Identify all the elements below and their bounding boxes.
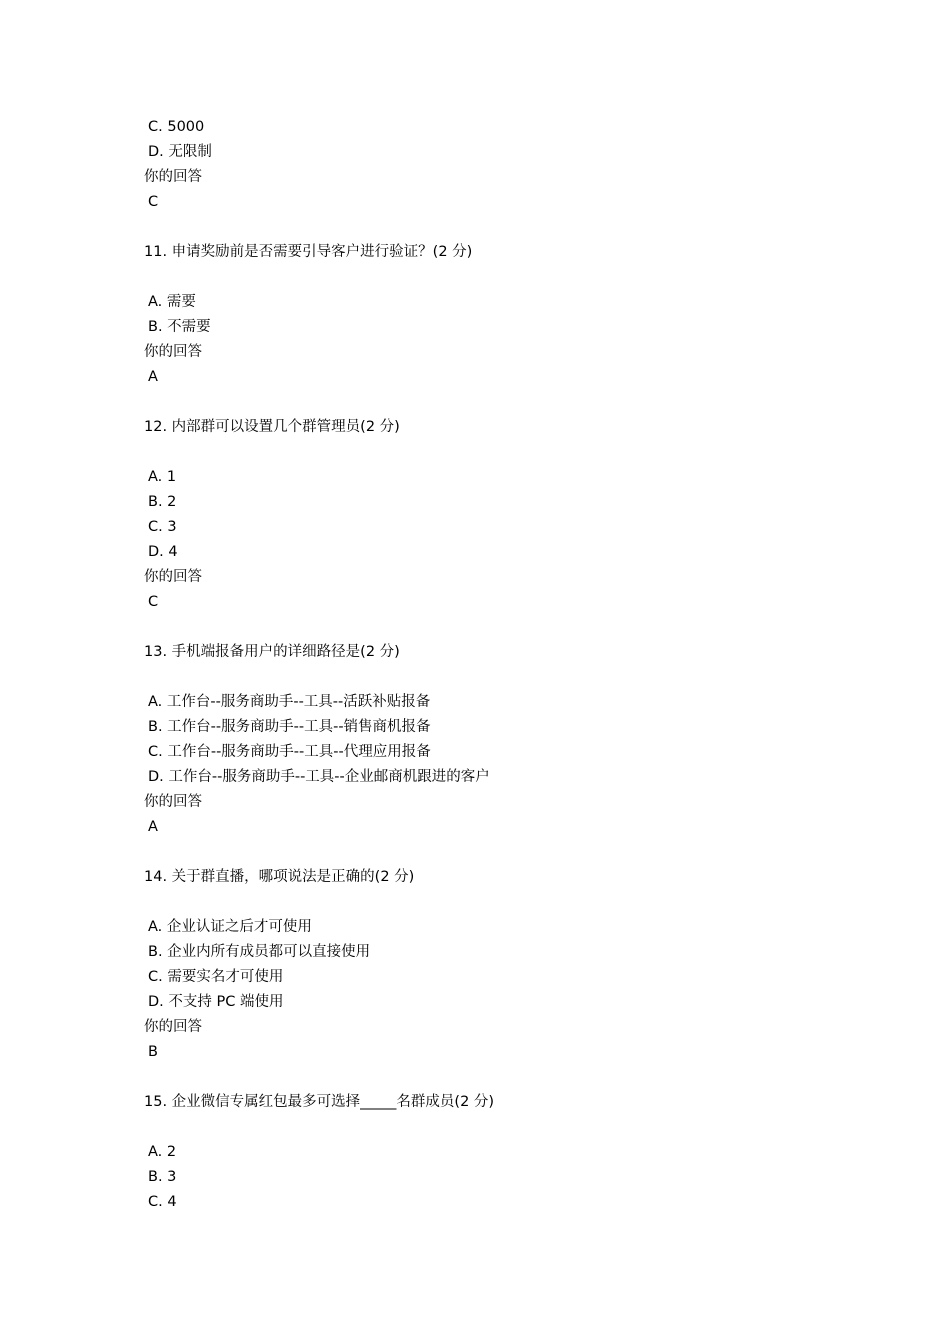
spacer [144, 1115, 844, 1140]
question-title: 14. 关于群直播，哪项说法是正确的(2 分) [144, 869, 415, 885]
question-title: 13. 手机端报备用户的详细路径是(2 分) [144, 644, 400, 660]
question-12 [144, 415, 844, 615]
answer-value: C [148, 594, 159, 610]
option-d: D. 4 [148, 544, 178, 560]
option-c: C. 5000 [148, 119, 205, 135]
question-title: 15. 企业微信专属红包最多可选择_____名群成员(2 分) [144, 1094, 495, 1110]
option-d: D. 无限制 [148, 144, 212, 160]
spacer [144, 390, 844, 415]
spacer [144, 440, 844, 465]
option-b: B. 不需要 [148, 319, 211, 335]
option-d: D. 工作台--服务商助手--工具--企业邮商机跟进的客户 [148, 769, 490, 785]
option-b: B. 3 [148, 1169, 177, 1185]
previous-question-tail [144, 115, 844, 215]
document-content [144, 115, 844, 1215]
answer-label: 你的回答 [144, 1019, 202, 1035]
answer-value: A [148, 369, 158, 385]
option-a: A. 工作台--服务商助手--工具--活跃补贴报备 [148, 694, 431, 710]
option-c: C. 3 [148, 519, 177, 535]
answer-label: 你的回答 [144, 569, 202, 585]
option-a: A. 2 [148, 1144, 177, 1160]
question-15 [144, 1090, 844, 1215]
option-d: D. 不支持 PC 端使用 [148, 994, 284, 1010]
option-b: B. 工作台--服务商助手--工具--销售商机报备 [148, 719, 431, 735]
option-b: B. 2 [148, 494, 177, 510]
answer-value: C [148, 194, 159, 210]
option-a: A. 1 [148, 469, 177, 485]
question-13 [144, 640, 844, 840]
option-c: C. 需要实名才可使用 [148, 969, 284, 985]
spacer [144, 890, 844, 915]
option-a: A. 需要 [148, 294, 196, 310]
question-title: 12. 内部群可以设置几个群管理员(2 分) [144, 419, 400, 435]
question-11 [144, 240, 844, 390]
option-c: C. 4 [148, 1194, 177, 1210]
spacer [144, 665, 844, 690]
spacer [144, 840, 844, 865]
answer-value: B [148, 1044, 158, 1060]
answer-value: A [148, 819, 158, 835]
option-c: C. 工作台--服务商助手--工具--代理应用报备 [148, 744, 431, 760]
question-title: 11. 申请奖励前是否需要引导客户进行验证？(2 分) [144, 244, 473, 260]
answer-label: 你的回答 [144, 169, 202, 185]
option-a: A. 企业认证之后才可使用 [148, 919, 312, 935]
spacer [144, 215, 844, 240]
spacer [144, 265, 844, 290]
spacer [144, 1065, 844, 1090]
spacer [144, 615, 844, 640]
question-14 [144, 865, 844, 1065]
answer-label: 你的回答 [144, 794, 202, 810]
answer-label: 你的回答 [144, 344, 202, 360]
option-b: B. 企业内所有成员都可以直接使用 [148, 944, 371, 960]
